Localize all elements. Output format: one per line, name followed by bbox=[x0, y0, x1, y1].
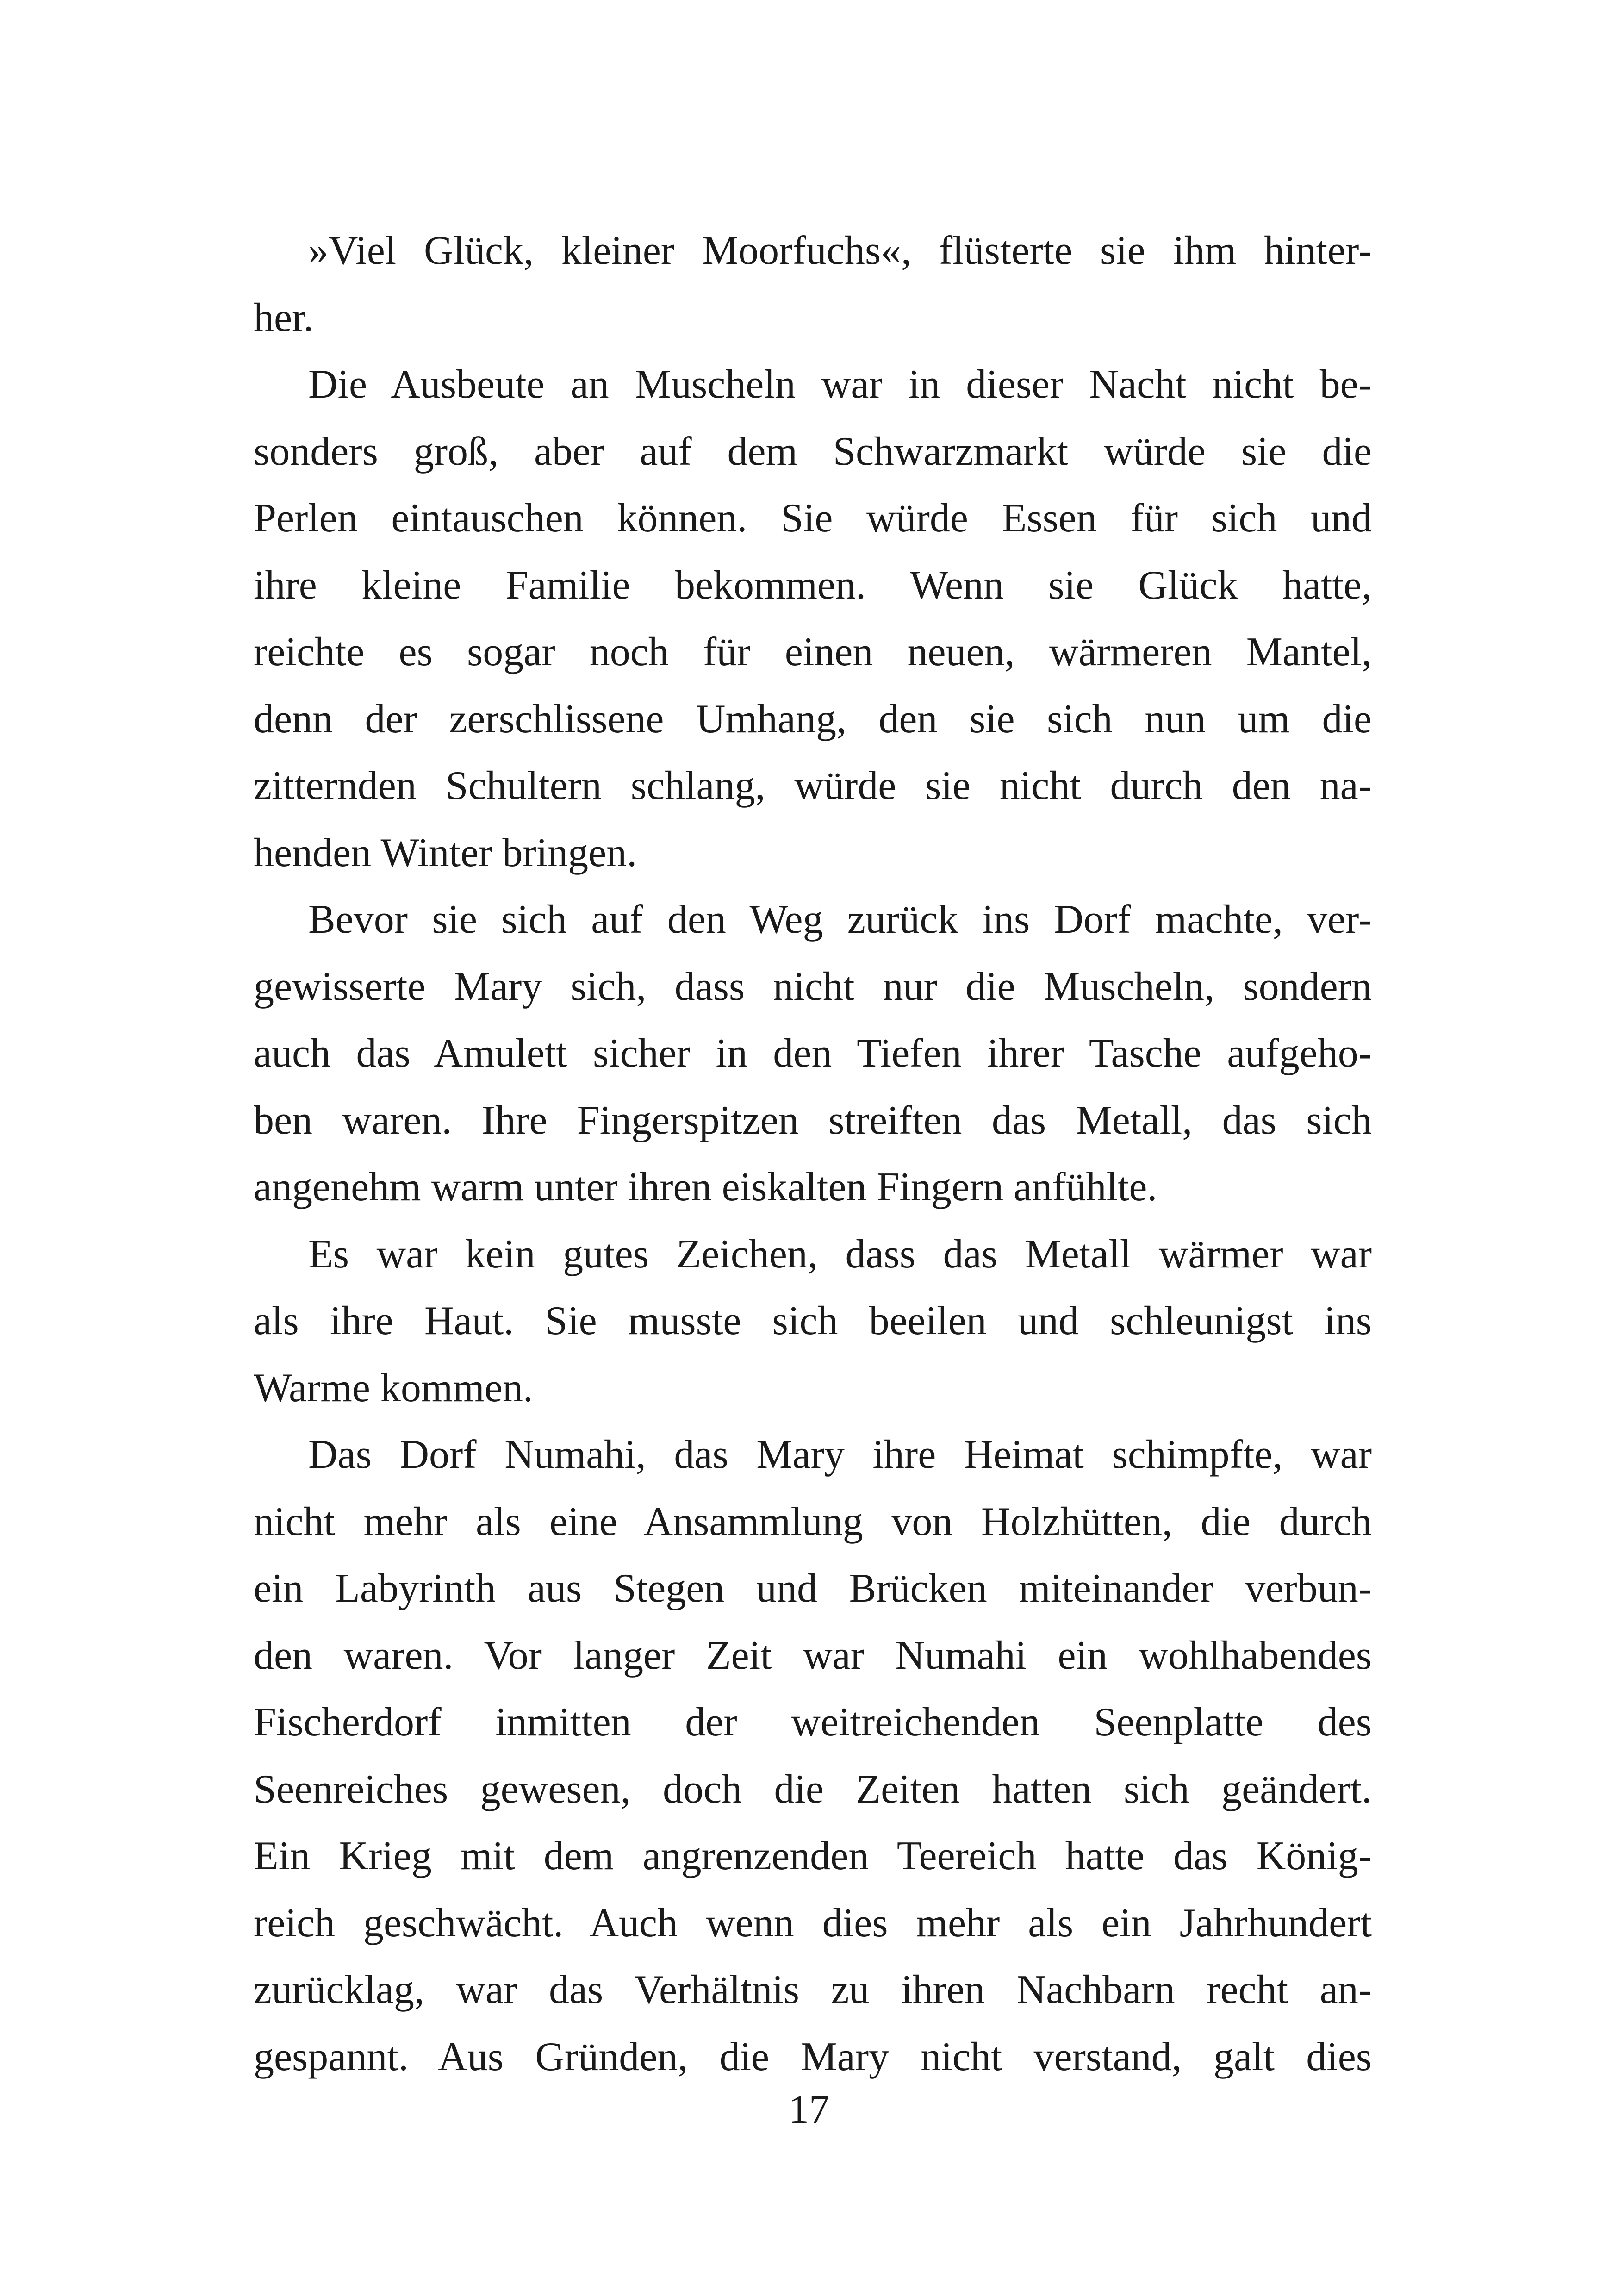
text-line: nicht mehr als eine Ansammlung von Holzhütten, die durch bbox=[254, 1499, 1372, 1544]
text-line: henden Winter bringen. bbox=[254, 830, 637, 875]
text-line: Es war kein gutes Zeichen, dass das Metall wärmer war bbox=[308, 1231, 1372, 1277]
text-line: Das Dorf Numahi, das Mary ihre Heimat schimpfte, war bbox=[308, 1432, 1372, 1477]
text-line: zurücklag, war das Verhältnis zu ihren Nachbarn recht an- bbox=[254, 1967, 1372, 2012]
text-line: Ein Krieg mit dem angrenzenden Teereich hatte das König- bbox=[254, 1834, 1372, 1878]
text-line: her. bbox=[254, 295, 314, 340]
text-line: angenehm warm unter ihren eiskalten Fingern anfühlte. bbox=[254, 1165, 1157, 1210]
text-line: reich geschwächt. Auch wenn dies mehr als ein Jahrhundert bbox=[254, 1900, 1372, 1946]
text-line: ihre kleine Familie bekommen. Wenn sie Glück hatte, bbox=[254, 562, 1372, 608]
text-line: Fischerdorf inmitten der weitreichenden Seenplatte des bbox=[254, 1700, 1372, 1745]
text-line: den waren. Vor langer Zeit war Numahi ein wohlhabendes bbox=[254, 1633, 1372, 1678]
text-line: ben waren. Ihre Fingerspitzen streiften das Metall, das sich bbox=[254, 1098, 1372, 1143]
text-line: Bevor sie sich auf den Weg zurück ins Dorf machte, ver- bbox=[308, 897, 1372, 942]
text-line: »Viel Glück, kleiner Moorfuchs«, flüsterte sie ihm hinter- bbox=[308, 228, 1372, 273]
text-line: gespannt. Aus Gründen, die Mary nicht verstand, galt dies bbox=[254, 2034, 1372, 2079]
text-line: Warme kommen. bbox=[254, 1365, 533, 1410]
text-line: gewisserte Mary sich, dass nicht nur die Muscheln, sondern bbox=[254, 964, 1372, 1009]
text-line: reichte es sogar noch für einen neuen, wärmeren Mantel, bbox=[254, 630, 1372, 674]
text-line: zitternden Schultern schlang, würde sie nicht durch den na- bbox=[254, 763, 1372, 808]
text-line: denn der zerschlissene Umhang, den sie sich nun um die bbox=[254, 696, 1372, 742]
text-line: auch das Amulett sicher in den Tiefen ihrer Tasche aufgeho- bbox=[254, 1031, 1372, 1076]
text-line: ein Labyrinth aus Stegen und Brücken miteinander verbun- bbox=[254, 1566, 1372, 1611]
text-line: sonders groß, aber auf dem Schwarzmarkt würde sie die bbox=[254, 429, 1372, 474]
text-line: Perlen eintauschen können. Sie würde Essen für sich und bbox=[254, 496, 1372, 541]
page-number: 17 bbox=[789, 2087, 829, 2132]
text-line: als ihre Haut. Sie musste sich beeilen und schleunigst ins bbox=[254, 1298, 1372, 1343]
body-text bbox=[254, 218, 1372, 2090]
text-line: Seenreiches gewesen, doch die Zeiten hatten sich geändert. bbox=[254, 1766, 1372, 1812]
text-line: Die Ausbeute an Muscheln war in dieser Nacht nicht be- bbox=[308, 362, 1372, 407]
